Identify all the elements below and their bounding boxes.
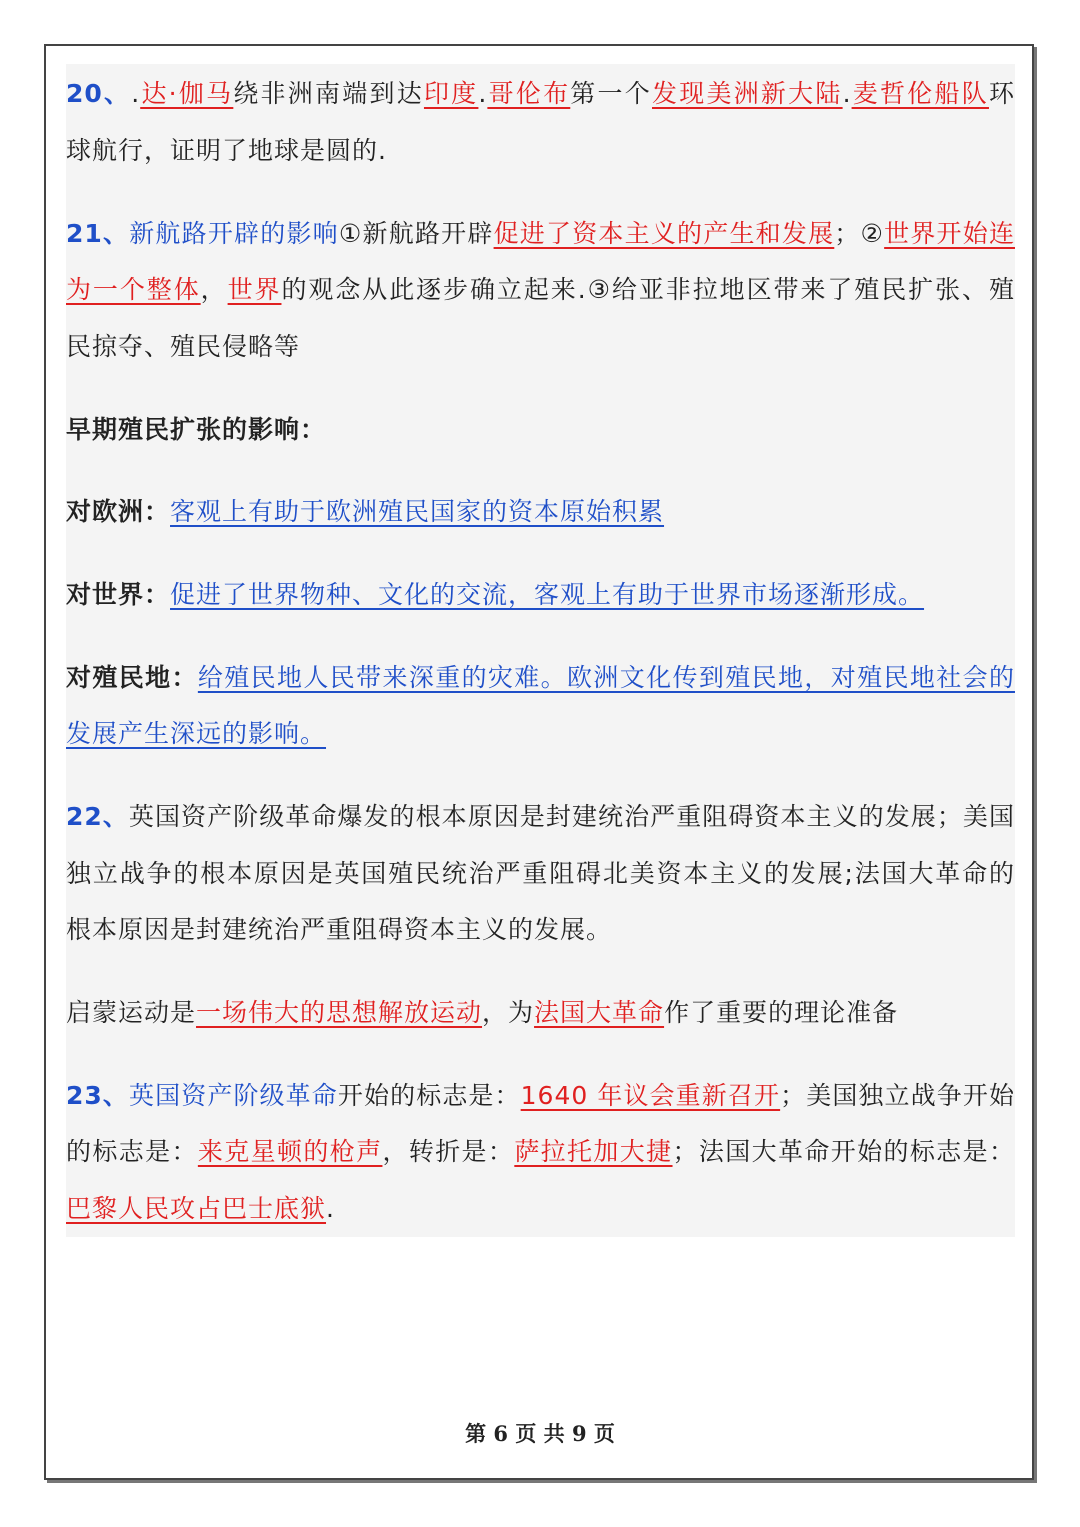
text: .: [478, 79, 488, 108]
item-21-line-3: [66, 329, 1015, 365]
key-term: 麦哲伦船队: [851, 79, 989, 108]
item-22-line-3: [66, 912, 1015, 948]
text: .: [842, 79, 852, 108]
item-21-line-2: [66, 272, 1015, 308]
item-21-line-1: [66, 216, 1015, 252]
key-term: 1640 年议会重新召开: [520, 1081, 781, 1110]
item-21-number: 21、: [66, 219, 130, 248]
text: ①新航路开辟: [338, 219, 494, 248]
text: 绕非洲南端到达: [233, 79, 424, 108]
item-20-number: 20、: [66, 79, 132, 108]
item-22-line-2: [66, 856, 1015, 892]
label: 对殖民地：: [66, 663, 198, 692]
key-term: 世界开始连: [884, 219, 1015, 248]
label: 对世界：: [66, 580, 171, 609]
text: .: [326, 1194, 335, 1223]
item-23-heading: 英国资产阶级革命: [129, 1081, 338, 1110]
colonial-europe: [66, 494, 1015, 530]
key-term: 一场伟大的思想解放运动: [196, 998, 483, 1027]
text: 作了重要的理论准备: [664, 998, 899, 1027]
text: ；美国独立战争开始: [780, 1081, 1015, 1110]
text: 启蒙运动是: [66, 998, 197, 1027]
item-22-line-1: [66, 799, 1015, 835]
colonial-colony-line-1: [66, 660, 1015, 696]
key-term: 世界: [227, 275, 282, 304]
key-term: 萨拉托加大捷: [514, 1137, 673, 1166]
text: 环: [988, 79, 1015, 108]
text: 英国资产阶级革命爆发的根本原因是封建统治严重阻碍资本主义的发展；美国: [128, 802, 1015, 831]
text: 第一个: [570, 79, 652, 108]
item-23-line-2: [66, 1134, 1015, 1170]
text: ，转折是：: [382, 1137, 515, 1166]
key-term: 哥伦布: [487, 79, 571, 108]
key-term: 达·伽马: [140, 79, 234, 108]
item-23-number: 23、: [66, 1081, 130, 1110]
text: 球航行，证明了地球是圆的.: [66, 136, 387, 165]
item-23-line-1: [66, 1078, 1015, 1114]
label: 对欧洲：: [66, 497, 171, 526]
key-term: 印度: [423, 79, 479, 108]
item-20-line-1: [66, 76, 1015, 112]
key-term: 来克星顿的枪声: [197, 1137, 383, 1166]
text: 民掠夺、殖民侵略等: [66, 332, 301, 361]
text: 根本原因是封建统治严重阻碍资本主义的发展。: [66, 915, 613, 944]
key-term: 促进了资本主义的产生和发展: [493, 219, 835, 248]
text: ，为: [482, 998, 535, 1027]
text: ；②: [834, 219, 885, 248]
key-term: 巴黎人民攻占巴士底狱: [66, 1194, 327, 1223]
item-20-line-2: [66, 133, 1015, 169]
colonial-world: [66, 577, 1015, 613]
text: ，: [200, 275, 228, 304]
answer: 给殖民地人民带来深重的灾难。欧洲文化传到殖民地，对殖民地社会的: [197, 663, 1015, 692]
text: ；法国大革命开始的标志是：: [672, 1137, 1015, 1166]
colonial-colony-line-2: [66, 716, 1015, 752]
key-term: 为一个整体: [66, 275, 201, 304]
key-term: 发现美洲新大陆: [652, 79, 843, 108]
colonial-heading: 早期殖民扩张的影响：: [66, 415, 327, 444]
text: .: [131, 79, 141, 108]
text: 独立战争的根本原因是英国殖民统治严重阻碍北美资本主义的发展;法国大革命的: [66, 859, 1015, 888]
item-22-number: 22、: [66, 802, 129, 831]
answer: 促进了世界物种、文化的交流，客观上有助于世界市场逐渐形成。: [170, 580, 925, 609]
text: 的标志是：: [66, 1137, 198, 1166]
key-term: 法国大革命: [534, 998, 665, 1027]
answer: 客观上有助于欧洲殖民国家的资本原始积累: [170, 497, 665, 526]
page-number: 第 6 页 共 9 页: [465, 1421, 615, 1446]
item-21-heading: 新航路开辟的影响: [129, 219, 339, 248]
answer: 发展产生深远的影响。: [66, 719, 327, 748]
item-23-line-3: [66, 1191, 1015, 1227]
text: 的观念从此逐步确立起来.③给亚非拉地区带来了殖民扩张、殖: [281, 275, 1015, 304]
text: 开始的标志是：: [337, 1081, 521, 1110]
enlightenment-line: [66, 995, 1015, 1031]
